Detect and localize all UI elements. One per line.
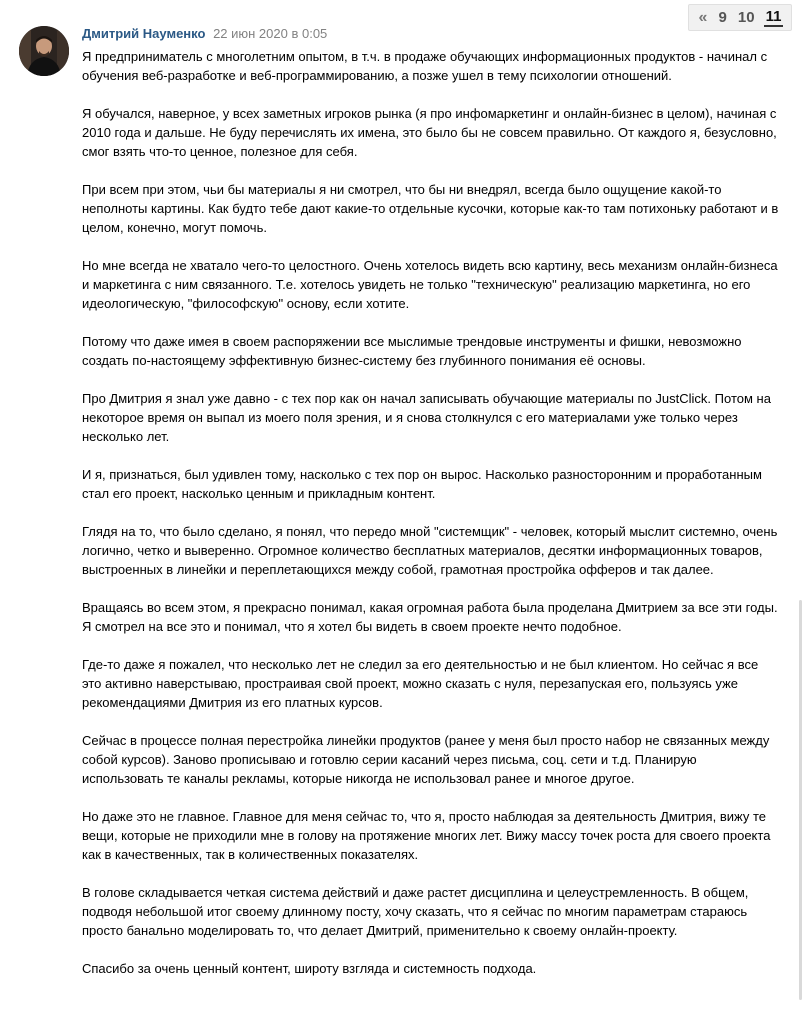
post-paragraph: И я, признаться, был удивлен тому, насколько с тех пор он вырос. Насколько разносторонним и проработанным стал его проект, насколько ценным и прикладным контент. [82, 467, 762, 501]
post-date-link[interactable]: 22 июн 2020 в 0:05 [213, 26, 328, 41]
post-paragraph: Вращаясь во всем этом, я прекрасно понимал, какая огромная работа была проделана Дмитрием за все эти годы. Я смотрел на все это и понимал, что я хотел бы видеть в своем проекте нечто подобное. [82, 600, 778, 634]
post-paragraph: Сейчас в процессе полная перестройка линейки продуктов (ранее у меня был просто набор не связанных между собой курсов). Заново прописываю и готовлю серии касаний через письма, соц. сети и т.д. Планирую использовать те каналы рекламы, которые никогда не использовал ранее и многое другое. [82, 733, 770, 786]
avatar[interactable] [19, 26, 69, 76]
pager-page-current[interactable]: 11 [765, 8, 782, 25]
post-paragraph: Но даже это не главное. Главное для меня сейчас то, что я, просто наблюдая за деятельность Дмитрия, вижу те вещи, которые не приходили мне в голову на протяжение многих лет. Вижу массу точек роста для своего проекта как в качественных, так в количественных показателях. [82, 809, 771, 862]
post-paragraph: Спасибо за очень ценный контент, широту взгляда и системность подхода. [82, 961, 537, 976]
post-paragraph: Где-то даже я пожалел, что несколько лет не следил за его деятельностью и не был клиентом. Но сейчас я все это активно наверстываю, простраивая свой проект, можно сказать с нуля, перезапуская его, пользуясь уже рекомендациями Дмитрия из его платных курсов. [82, 657, 759, 710]
pager-prev-button[interactable]: « [698, 8, 708, 26]
post-paragraph: При всем при этом, чьи бы материалы я ни смотрел, что бы ни внедрял, всегда было ощущение какой-то неполноты картины. Как будто тебе дают какие-то отдельные кусочки, которые как-то там потихоньку работают и в целом, конечно, могут помочь. [82, 182, 779, 235]
pager-page-10[interactable]: 10 [737, 9, 755, 26]
post-paragraph: Я обучался, наверное, у всех заметных игроков рынка (я про инфомаркетинг и онлайн-бизнес в целом), начиная с 2010 года и дальше. Не буду перечислять их имена, это было бы не совсем правильно. От каждого я, безусловно, смог взять что-то ценное, полезное для себя. [82, 106, 777, 159]
user-photo-icon [19, 26, 69, 76]
author-line [82, 26, 327, 42]
post-paragraph: Но мне всегда не хватало чего-то целостного. Очень хотелось видеть всю картину, весь механизм онлайн-бизнеса и маркетинга с ним связанного. Т.е. хотелось увидеть не только "техническую" реализацию маркетинга, но его идеологическую, "философскую" основу, если хотите. [82, 258, 778, 311]
author-name-link[interactable]: Дмитрий Науменко [82, 26, 206, 41]
post-body [82, 47, 780, 997]
post-paragraph: В голове складывается четкая система действий и даже растет дисциплина и целеустремленность. В общем, подводя небольшой итог своему длинному посту, хочу сказать, что я сейчас по многим параметрам стараюсь просто банально моделировать то, что делает Дмитрий, применительно к своему онлайн-проекту. [82, 885, 749, 938]
post-paragraph: Потому что даже имея в своем распоряжении все мыслимые трендовые инструменты и фишки, невозможно создать по-настоящему эффективную бизнес-систему без глубинного понимания её основы. [82, 334, 742, 368]
post-paragraph: Глядя на то, что было сделано, я понял, что передо мной "системщик" - человек, который мыслит системно, очень логично, четко и выверенно. Огромное количество бесплатных материалов, десятки информационных товаров, выстроенных в линейки и переплетающихся между собой, грамотная простройка офферов и так далее. [82, 524, 778, 577]
post-paragraph: Я предприниматель с многолетним опытом, в т.ч. в продаже обучающих информационных продуктов - начинал с обучения веб-разработке и веб-программированию, а позже ушел в тему психологии отношений. [82, 49, 768, 83]
post-paragraph: Про Дмитрия я знал уже давно - с тех пор как он начал записывать обучающие материалы по JustClick. Потом на некоторое время он выпал из моего поля зрения, и я снова столкнулся с его материалами уже только через несколько лет. [82, 391, 771, 444]
pagination [688, 4, 792, 31]
pager-page-9[interactable]: 9 [718, 9, 727, 26]
